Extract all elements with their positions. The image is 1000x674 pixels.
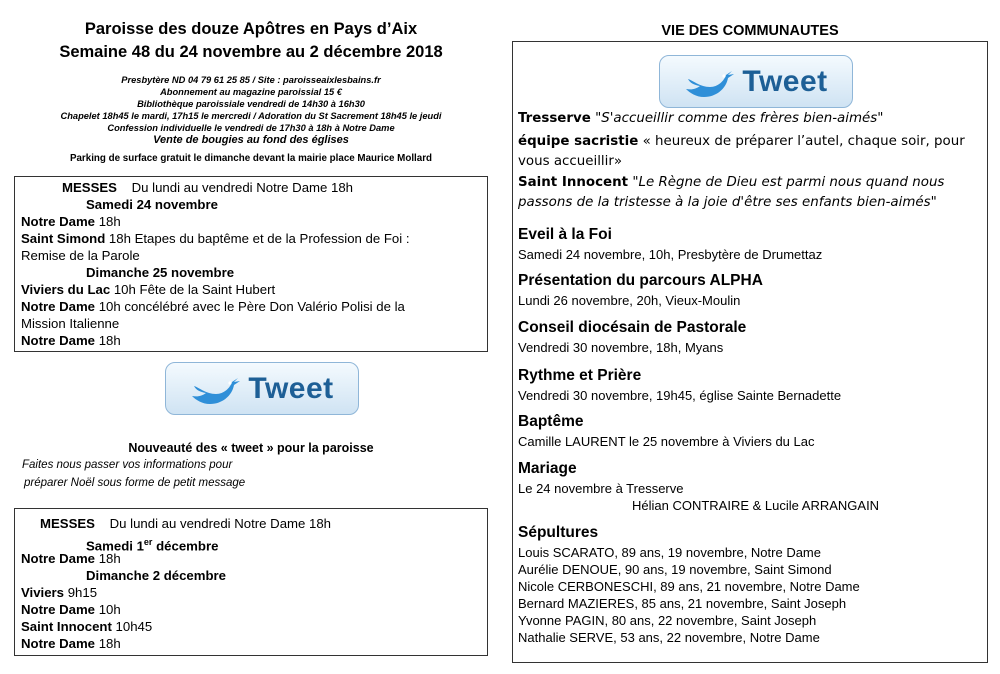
tweet-saint-innocent: Saint Innocent "Le Règne de Dieu est parmi nous quand nous bbox=[518, 175, 945, 190]
saturday-title: Samedi 1er décembre bbox=[86, 537, 219, 554]
section-detail: Hélian CONTRAIRE & Lucile ARRANGAIN bbox=[632, 498, 880, 513]
candles-line: Vente de bougies au fond des églises bbox=[153, 134, 349, 146]
mass-line: Notre Dame 18h bbox=[21, 333, 121, 348]
burial-entry: Yvonne PAGIN, 80 ans, 22 novembre, Saint Joseph bbox=[518, 613, 817, 628]
burial-entry: Bernard MAZIERES, 85 ans, 21 novembre, Saint Joseph bbox=[518, 596, 847, 611]
tweet-logo bbox=[165, 362, 359, 415]
sunday-title: Dimanche 25 novembre bbox=[86, 265, 235, 280]
mass-line: Saint Simond 18h Etapes du baptême et de la Profession de Foi : bbox=[21, 231, 410, 246]
nouveaute-text: Faites nous passer vos informations pour bbox=[22, 459, 233, 471]
mass-line: Notre Dame 10h concélébré avec le Père Don Valério Polisi de la bbox=[21, 299, 405, 314]
sunday-title: Dimanche 2 décembre bbox=[86, 568, 226, 583]
mass-line: Viviers du Lac 10h Fête de la Saint Hubert bbox=[21, 282, 276, 297]
mass-line: Notre Dame 18h bbox=[21, 551, 121, 566]
mass-line: Viviers 9h15 bbox=[21, 585, 98, 600]
mass-line: Mission Italienne bbox=[21, 316, 120, 331]
mass-line: Notre Dame 18h bbox=[21, 636, 121, 651]
saturday-title: Samedi 24 novembre bbox=[86, 197, 218, 212]
nouveaute-text: préparer Noël sous forme de petit message bbox=[24, 477, 246, 489]
tweet-sacristie-cont: vous accueillir» bbox=[518, 154, 623, 169]
info-line: Abonnement au magazine paroissial 15 € bbox=[160, 87, 342, 97]
burial-entry: Nicole CERBONESCHI, 89 ans, 21 novembre, Notre Dame bbox=[518, 579, 860, 594]
burial-entry: Nathalie SERVE, 53 ans, 22 novembre, Notre Dame bbox=[518, 630, 820, 645]
tweet-logo bbox=[659, 55, 853, 108]
info-line: Confession individuelle le vendredi de 17h30 à 18h à Notre Dame bbox=[107, 123, 395, 133]
burial-entry: Aurélie DENOUE, 90 ans, 19 novembre, Saint Simond bbox=[518, 562, 832, 577]
burial-entry: Louis SCARATO, 89 ans, 19 novembre, Notre Dame bbox=[518, 545, 821, 560]
vie-communautes-title: VIE DES COMMUNAUTES bbox=[661, 23, 839, 39]
section-detail: Camille LAURENT le 25 novembre à Viviers du Lac bbox=[518, 434, 815, 449]
week-title: Semaine 48 du 24 novembre au 2 décembre 2018 bbox=[59, 43, 443, 61]
messes-heading: MESSES Du lundi au vendredi Notre Dame 18h bbox=[40, 516, 332, 531]
section-detail: Lundi 26 novembre, 20h, Vieux-Moulin bbox=[518, 293, 741, 308]
section-title: Présentation du parcours ALPHA bbox=[518, 272, 763, 289]
tweet-word: Tweet bbox=[248, 371, 334, 405]
section-title: Baptême bbox=[518, 413, 584, 430]
tweet-saint-innocent-cont: passons de la tristesse à la joie d'être ses enfants bien-aimés" bbox=[518, 195, 937, 210]
section-title: Rythme et Prière bbox=[518, 367, 642, 384]
section-title: Conseil diocésain de Pastorale bbox=[518, 319, 747, 336]
info-line: Bibliothèque paroissiale vendredi de 14h30 à 16h30 bbox=[137, 99, 365, 109]
info-line: Presbytère ND 04 79 61 25 85 / Site : paroisseaixlesbains.fr bbox=[121, 75, 381, 85]
section-detail: Vendredi 30 novembre, 19h45, église Sainte Bernadette bbox=[518, 388, 842, 403]
info-line: Chapelet 18h45 le mardi, 17h15 le mercredi / Adoration du St Sacrement 18h45 le jeudi bbox=[60, 111, 442, 121]
tweet-word: Tweet bbox=[742, 64, 828, 98]
mass-line: Remise de la Parole bbox=[21, 248, 140, 263]
mass-line: Notre Dame 10h bbox=[21, 602, 121, 617]
tweet-sacristie: équipe sacristie « heureux de préparer l’autel, chaque soir, pour bbox=[518, 134, 965, 149]
parish-title: Paroisse des douze Apôtres en Pays d’Aix bbox=[84, 20, 418, 38]
section-title: Eveil à la Foi bbox=[518, 226, 612, 243]
section-detail: Vendredi 30 novembre, 18h, Myans bbox=[518, 340, 724, 355]
nouveaute-title: Nouveauté des « tweet » pour la paroisse bbox=[128, 441, 374, 455]
section-detail: Samedi 24 novembre, 10h, Presbytère de Drumettaz bbox=[518, 247, 823, 262]
bird-icon bbox=[190, 372, 242, 406]
tweet-tresserve: Tresserve "S'accueillir comme des frères bien-aimés" bbox=[518, 111, 884, 126]
section-title: Mariage bbox=[518, 460, 577, 477]
messes-heading: MESSES Du lundi au vendredi Notre Dame 18h bbox=[62, 180, 354, 195]
mass-line: Saint Innocent 10h45 bbox=[21, 619, 153, 634]
section-detail: Le 24 novembre à Tresserve bbox=[518, 481, 684, 496]
parking-line: Parking de surface gratuit le dimanche devant la mairie place Maurice Mollard bbox=[69, 153, 433, 164]
mass-line: Notre Dame 18h bbox=[21, 214, 121, 229]
section-title: Sépultures bbox=[518, 524, 599, 541]
bird-icon bbox=[684, 65, 736, 99]
